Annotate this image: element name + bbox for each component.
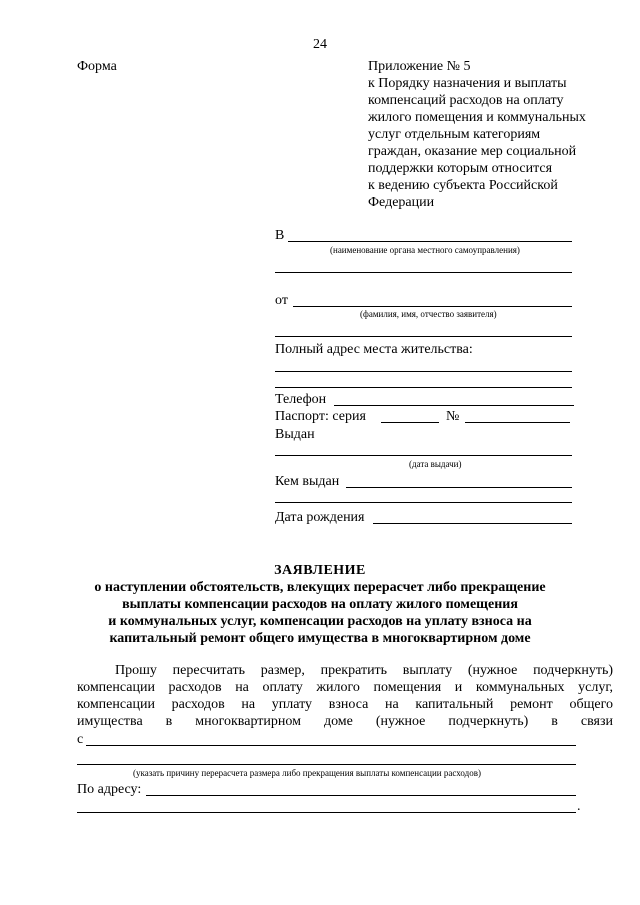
with-label: с: [77, 732, 84, 747]
from-line-2[interactable]: [275, 336, 572, 337]
reason-line-1[interactable]: [86, 745, 576, 746]
passport-series-label: Паспорт: серия: [275, 409, 366, 424]
end-mark: .: [577, 799, 581, 814]
appendix-title: Приложение № 5: [368, 59, 471, 74]
body-line: Прошу пересчитать размер, прекратить выплату (нужное подчеркнуть): [115, 663, 613, 678]
issue-date-caption: (дата выдачи): [409, 459, 462, 469]
statement-body: [77, 662, 613, 730]
passport-number-label: №: [446, 409, 460, 424]
from-caption: (фамилия, имя, отчество заявителя): [360, 309, 497, 319]
subtitle-line: капитальный ремонт общего имущества в многоквартирном доме: [109, 631, 531, 646]
appendix-line: жилого помещения и коммунальных: [368, 110, 586, 125]
birth-date-label: Дата рождения: [275, 510, 365, 525]
appendix-line: к Порядку назначения и выплаты: [368, 76, 567, 91]
issued-label: Выдан: [275, 427, 315, 442]
appendix-line: граждан, оказание мер социальной: [368, 144, 577, 159]
appendix-line: услуг отдельным категориям: [368, 127, 541, 142]
subtitle-line: и коммунальных услуг, компенсации расходов на уплату взноса на: [108, 614, 532, 629]
reason-line-2[interactable]: [77, 764, 576, 765]
phone-line[interactable]: [334, 405, 574, 406]
statement-title: ЗАЯВЛЕНИЕ: [274, 563, 366, 578]
subtitle-line: выплаты компенсации расходов на оплату жилого помещения: [122, 597, 518, 612]
statement-subtitle: [40, 579, 600, 647]
issued-line[interactable]: [275, 455, 572, 456]
at-address-line-1[interactable]: [146, 795, 576, 796]
phone-label: Телефон: [275, 392, 327, 407]
to-line[interactable]: [288, 241, 572, 242]
body-line: компенсации расходов на уплату взноса на капитальный ремонт общего: [77, 697, 613, 712]
at-address-label: По адресу:: [77, 782, 142, 797]
issued-by-line-2[interactable]: [275, 502, 572, 503]
to-line-2[interactable]: [275, 272, 572, 273]
subtitle-line: о наступлении обстоятельств, влекущих перерасчет либо прекращение: [94, 580, 546, 595]
issued-by-label: Кем выдан: [275, 474, 340, 489]
from-line[interactable]: [293, 306, 572, 307]
passport-number-line[interactable]: [465, 422, 570, 423]
address-line-1[interactable]: [275, 371, 572, 372]
to-label: В: [275, 228, 285, 243]
reason-caption: (указать причину перерасчета размера либо прекращения выплаты компенсации расходов): [133, 768, 481, 778]
from-label: от: [275, 293, 288, 308]
issued-by-line[interactable]: [346, 487, 572, 488]
appendix-line: Федерации: [368, 195, 435, 210]
appendix-line: к ведению субъекта Российской: [368, 178, 558, 193]
to-caption: (наименование органа местного самоуправления): [330, 245, 520, 255]
passport-series-line[interactable]: [381, 422, 439, 423]
birth-date-line[interactable]: [373, 523, 572, 524]
address-label: Полный адрес места жительства:: [275, 342, 473, 357]
body-line: компенсации расходов на оплату жилого помещения и коммунальных услуг,: [77, 680, 613, 695]
page-number: 24: [313, 37, 327, 52]
appendix-line: поддержки которым относится: [368, 161, 553, 176]
at-address-line-2[interactable]: [77, 812, 576, 813]
body-line: имущества в многоквартирном доме (нужное подчеркнуть) в связи: [77, 714, 613, 729]
address-line-2[interactable]: [275, 387, 572, 388]
form-label: Форма: [77, 59, 117, 74]
appendix-line: компенсаций расходов на оплату: [368, 93, 564, 108]
appendix-block: [368, 58, 618, 211]
